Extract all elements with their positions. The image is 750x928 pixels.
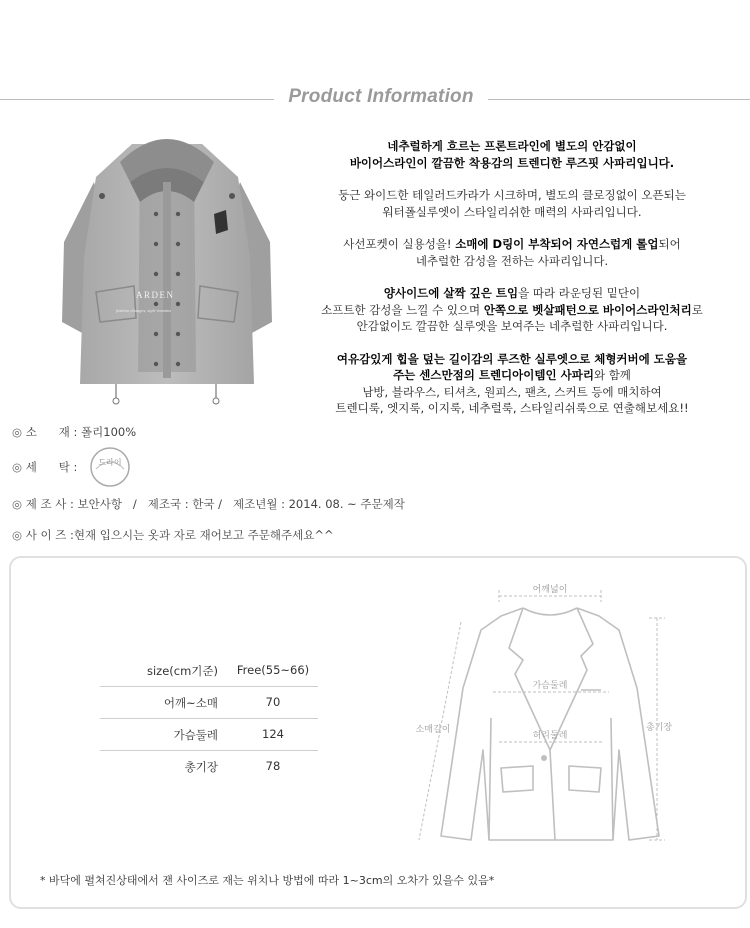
description-text: 여유감있게 힙을 덮는 길이감의 루즈한 실루엣으로 체형커버에 도움을 bbox=[336, 351, 688, 366]
table-row bbox=[100, 751, 318, 782]
product-photo bbox=[44, 122, 290, 412]
description-text: 바이어스라인이 깔끔한 착용감의 트렌디한 루즈핏 사파리입니다. bbox=[349, 155, 675, 170]
description-text: 와 함께 bbox=[593, 368, 631, 382]
material-info bbox=[12, 424, 136, 440]
header-divider-right bbox=[488, 99, 750, 100]
measurement-diagram bbox=[405, 578, 695, 850]
maker-info bbox=[12, 496, 405, 512]
description-paragraph bbox=[296, 285, 728, 335]
description-text: 둥근 와이드한 테일러드카라가 시크하며, 별도의 클로징없이 오픈되는 bbox=[338, 188, 686, 202]
description-text: 남방, 블라우스, 티셔츠, 원피스, 팬츠, 스커트 등에 매치하여 bbox=[362, 384, 662, 399]
maker-mark: ◎ bbox=[12, 497, 23, 511]
size-header-label: size(cm기준) bbox=[146, 664, 218, 678]
description-paragraph bbox=[296, 351, 728, 417]
size-table-header bbox=[100, 660, 318, 687]
description-text: 안쪽으로 벳살패턴으로 바이어스라인처리 bbox=[483, 302, 692, 317]
diagram-length-label: 총기장 bbox=[645, 723, 673, 733]
description-text: 소프트한 감성을 느낄 수 있으며 bbox=[321, 302, 484, 317]
photo-brand: ARDEN bbox=[136, 290, 175, 300]
description-text: 로 bbox=[691, 302, 703, 317]
description-text: 워터폴실루엣이 스타일리쉬한 매력의 사파리입니다. bbox=[382, 204, 642, 219]
photo-tagline: fashion changes, style remains bbox=[116, 308, 172, 313]
description-text: 주는 센스만점의 트렌디아이템인 사파리 bbox=[393, 368, 594, 382]
section-title: Product Information bbox=[288, 86, 474, 107]
description-text: 양사이드에 살짝 깊은 트임 bbox=[383, 286, 519, 300]
description-text: 네추럴한 감성을 전하는 사파리입니다. bbox=[415, 253, 609, 268]
description-text: 네추럴하게 흐르는 프론트라인에 별도의 안감없이 bbox=[387, 139, 637, 153]
description-text: 트렌디룩, 엣지룩, 이지룩, 네추럴룩, 스타일리쉬룩으로 연출해보세요!! bbox=[335, 401, 689, 415]
description-text: 되어 bbox=[658, 237, 681, 251]
diagram-shoulder-label: 어깨넓이 bbox=[532, 585, 568, 595]
size-row-value: 78 bbox=[265, 759, 281, 773]
size-table bbox=[100, 660, 318, 782]
table-row bbox=[100, 687, 318, 719]
diagram-chest-label: 가슴둘레 bbox=[532, 681, 568, 691]
maker-text: 제 조 사 : 보안사항 / 제조국 : 한국 / 제조년월 : 2014. 08. ~ 주문제작 bbox=[25, 497, 405, 511]
material-label: 소 재 : bbox=[25, 425, 78, 439]
description-paragraph bbox=[296, 187, 728, 220]
dry-clean-label: 드라이 bbox=[98, 458, 122, 467]
size-note-text: 사 이 즈 :현재 입으시는 옷과 자로 재어보고 주문해주세요^^ bbox=[25, 528, 334, 542]
material-value: 폴리100% bbox=[81, 425, 137, 439]
size-row-value: 124 bbox=[262, 727, 284, 741]
washing-mark: ◎ bbox=[12, 460, 23, 474]
size-note-info bbox=[12, 527, 334, 543]
table-row bbox=[100, 719, 318, 751]
description-text: 소매에 D링이 부착되어 자연스럽게 롤업 bbox=[455, 237, 659, 251]
description-paragraph bbox=[296, 138, 728, 171]
washing-info bbox=[12, 459, 77, 475]
size-footnote: * 바닥에 펼쳐진상태에서 잰 사이즈로 재는 위치나 방법에 따라 1~3cm의 오차가 있을수 있음* bbox=[40, 874, 495, 887]
dry-clean-icon bbox=[88, 445, 132, 489]
size-row-label: 가슴둘레 bbox=[173, 728, 218, 742]
diagram-waist-label: 허리둘레 bbox=[532, 731, 568, 741]
size-header-value: Free(55~66) bbox=[236, 663, 310, 677]
size-note-mark: ◎ bbox=[12, 528, 23, 542]
description-paragraph bbox=[296, 236, 728, 269]
material-mark: ◎ bbox=[12, 425, 23, 439]
description-text: 사선포켓이 실용성을! bbox=[343, 237, 456, 251]
description-text: 을 따라 라운딩된 밑단이 bbox=[518, 286, 641, 300]
size-row-label: 어깨~소매 bbox=[163, 696, 218, 710]
product-description bbox=[296, 138, 728, 433]
size-row-label: 총기장 bbox=[184, 760, 218, 774]
diagram-sleeve-label: 소매길이 bbox=[415, 725, 451, 735]
header-divider-left bbox=[0, 99, 274, 100]
washing-label: 세 탁 : bbox=[25, 460, 78, 474]
size-row-value: 70 bbox=[265, 695, 281, 709]
description-text: 안감없이도 깔끔한 실루엣을 보여주는 네추럴한 사파리입니다. bbox=[356, 319, 668, 333]
